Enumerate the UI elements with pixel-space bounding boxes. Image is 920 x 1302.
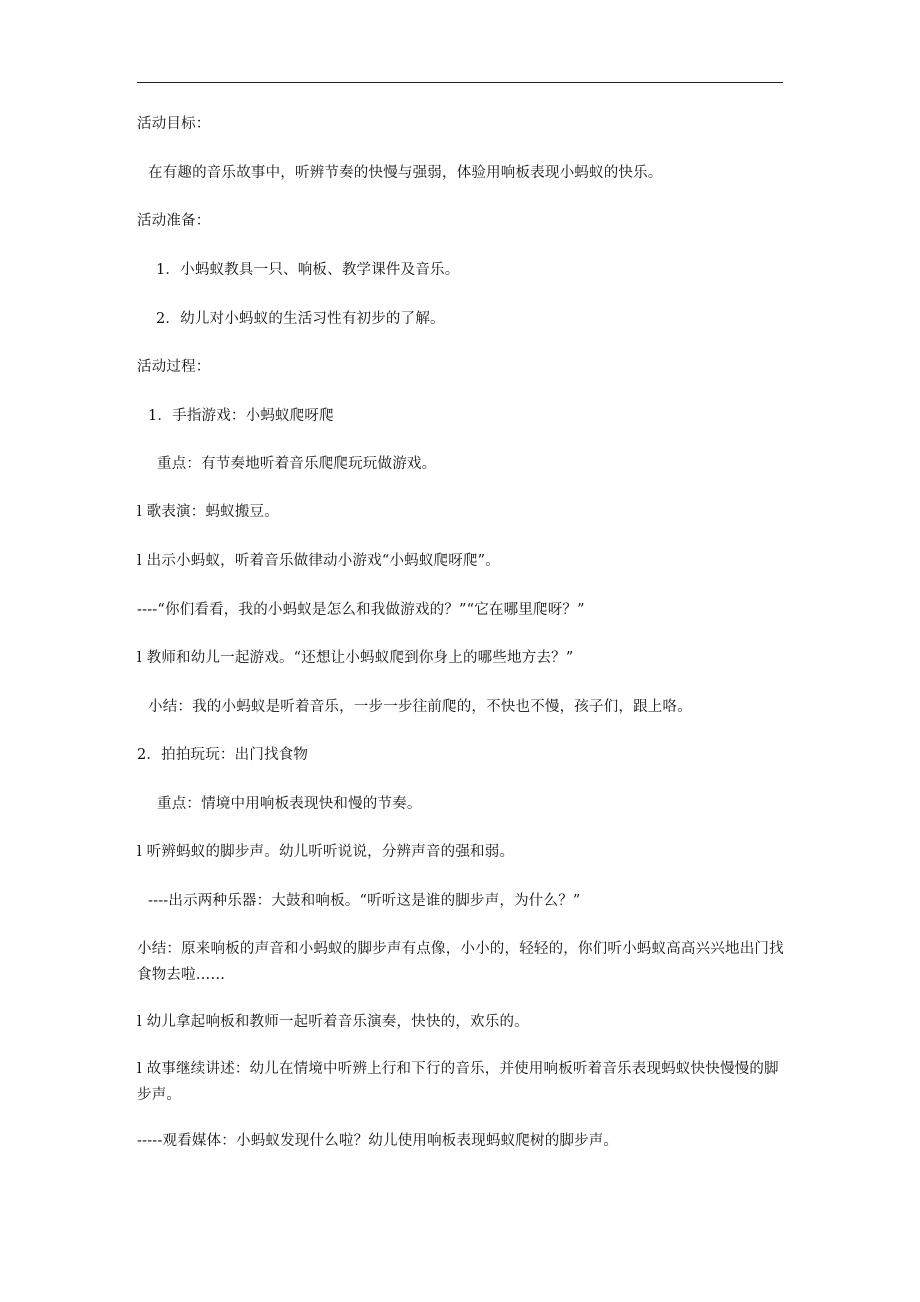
step-2-summary: 小结：原来响板的声音和小蚂蚁的脚步声有点像，小小的，轻轻的，你们听小蚂蚁高高兴兴地出门找食物去啦…… <box>137 941 784 983</box>
goal-text: 在有趣的音乐故事中，听辨节奏的快慢与强弱，体验用响板表现小蚂蚁的快乐。 <box>148 165 663 181</box>
preparation-item-1: 1．小蚂蚁教具一只、响板、教学课件及音乐。 <box>156 262 460 278</box>
heading-activity-goal: 活动目标： <box>137 116 211 132</box>
process-step-2-title: 2．拍拍玩玩：出门找食物 <box>137 747 309 763</box>
step-1-summary: 小结：我的小蚂蚁是听着音乐，一步一步往前爬的，不快也不慢，孩子们，跟上咯。 <box>148 699 692 715</box>
list-item: l 出示小蚂蚁，听着音乐做律动小游戏“小蚂蚁爬呀爬”。 <box>137 553 500 569</box>
media-line: -----观看媒体：小蚂蚁发现什么啦？幼儿使用响板表现蚂蚁爬树的脚步声。 <box>137 1133 619 1149</box>
list-item: l 教师和幼儿一起游戏。“还想让小蚂蚁爬到你身上的哪些地方去？” <box>137 650 574 666</box>
dialogue-line: ----“你们看看，我的小蚂蚁是怎么和我做游戏的？”“它在哪里爬呀？” <box>137 602 585 618</box>
dialogue-line: ----出示两种乐器：大鼓和响板。“听听这是谁的脚步声，为什么？” <box>148 893 581 909</box>
list-item: l 听辨蚂蚁的脚步声。幼儿听听说说，分辨声音的强和弱。 <box>137 844 515 860</box>
list-item: l 幼儿拿起响板和教师一起听着音乐演奏，快快的，欢乐的。 <box>137 1014 529 1030</box>
header-rule <box>137 82 783 83</box>
list-item: l 歌表演：蚂蚁搬豆。 <box>137 504 279 520</box>
step-2-key-point: 重点：情境中用响板表现快和慢的节奏。 <box>157 796 422 812</box>
heading-activity-process: 活动过程： <box>137 359 211 375</box>
heading-activity-preparation: 活动准备： <box>137 213 211 229</box>
step-1-key-point: 重点：有节奏地听着音乐爬爬玩玩做游戏。 <box>157 456 437 472</box>
process-step-1-title: 1．手指游戏：小蚂蚁爬呀爬 <box>148 408 334 424</box>
list-item: l 故事继续讲述：幼儿在情境中听辨上行和下行的音乐，并使用响板听着音乐表现蚂蚁快快慢慢的脚步声。 <box>137 1061 779 1103</box>
preparation-item-2: 2．幼儿对小蚂蚁的生活习性有初步的了解。 <box>156 311 445 327</box>
